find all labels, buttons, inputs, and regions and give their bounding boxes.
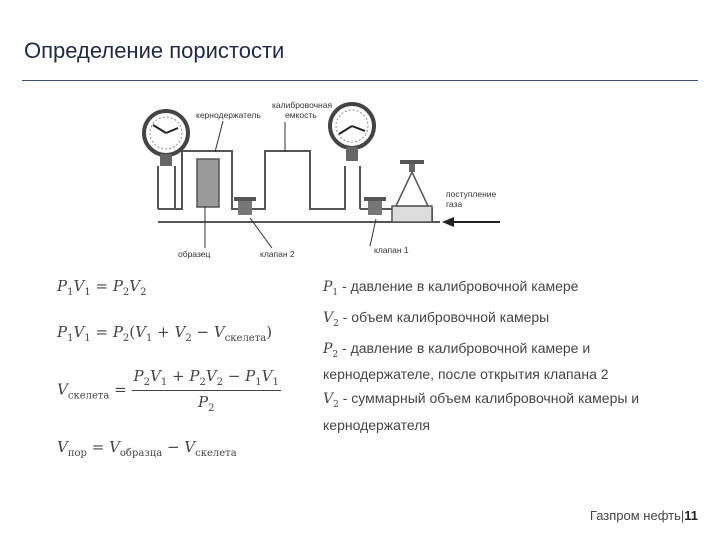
label-valve-1: клапан 1 [374, 245, 409, 255]
formula-boyle: $P_1V_1 = P_2V_2$ [57, 277, 147, 298]
label-calibration-2: емкость [285, 110, 317, 120]
label-gas-inlet-2: газа [446, 199, 463, 209]
label-calibration-1: калибровочная [272, 100, 333, 110]
valve-2 [234, 197, 256, 215]
sub-skeleton-1: скелета [224, 333, 267, 344]
title-divider [22, 80, 698, 81]
formula-skeleton-volume: $V_{скелета}$ = $\frac{P_2V_1 + P_2V_2 - P_1V_1}{P_2}$ [57, 367, 279, 414]
definition-v2: $V_2$ - объем калибровочной камеры [323, 308, 550, 329]
label-valve-2: клапан 2 [260, 249, 295, 259]
label-gas-inlet-1: поступление [446, 189, 497, 199]
definition-v2-total: $V_2$ - суммарный объем калибровочной камеры и кернодержателя [323, 390, 640, 434]
sub-skeleton-2: скелета [67, 390, 110, 402]
sub-skeleton-3: скелета [195, 448, 237, 459]
page-number: 11 [684, 508, 698, 523]
label-core-holder: кернодержатель [196, 110, 261, 120]
footer-separator: | [680, 508, 685, 523]
slide-title: Определение пористости [24, 38, 285, 63]
sub-pores: пор [67, 448, 87, 459]
holder-and-calibration-outline [158, 151, 360, 209]
formula-pore-volume: $V_{пор} = V_{образца} - V_{скелета}$ [57, 438, 237, 459]
variable-definitions [323, 276, 703, 439]
porosimeter-diagram [120, 96, 520, 266]
sub-sample: образца [119, 448, 163, 459]
footer [590, 508, 698, 523]
label-sample: образец [178, 249, 211, 259]
right-pressure-gauge [330, 104, 374, 161]
definition-p2: $P_2$ - давление в калибровочной камере и кернодержателе, после открытия клапана 2 [323, 339, 609, 383]
gas-regulator [392, 160, 432, 222]
valve-1 [364, 197, 386, 215]
definition-p1: $P_1$ - давление в калибровочной камере [323, 278, 579, 298]
sample-block [197, 159, 219, 207]
formula-expansion: $P_1V_1 = P_2(V_1 + V_2 - V_{скелета})$ [57, 323, 273, 344]
footer-company: Газпром нефть [589, 508, 681, 523]
left-riser-pipe [158, 166, 175, 209]
